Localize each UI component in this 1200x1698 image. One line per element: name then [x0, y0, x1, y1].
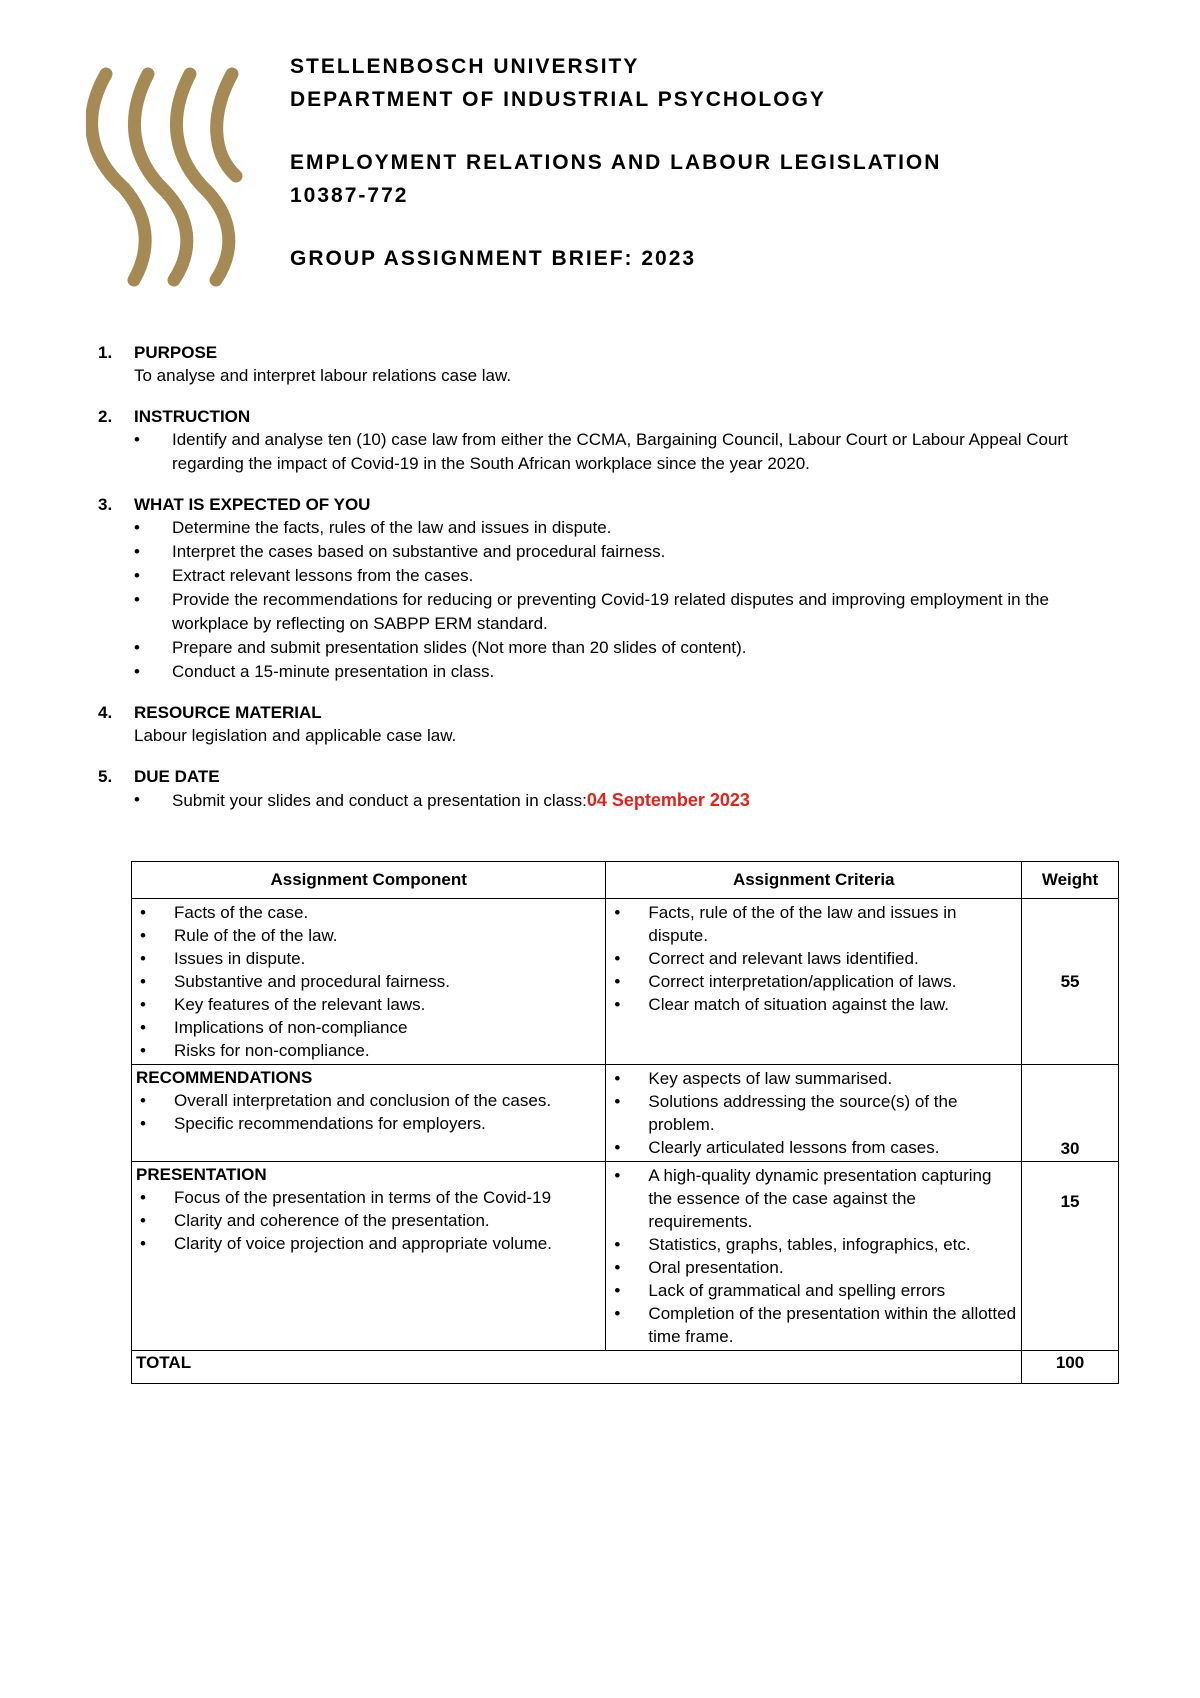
criteria-cell: [606, 1162, 1022, 1351]
column-header: Assignment Criteria: [606, 862, 1022, 899]
list-item: • Specific recommendations for employers.: [140, 1114, 486, 1133]
criteria-cell: [606, 899, 1022, 1065]
module-code: 10387-772: [290, 184, 409, 207]
list-item: • Prepare and submit presentation slides (Not more than 20 slides of content).: [134, 638, 747, 657]
section-title: DUE DATE: [134, 767, 220, 786]
section-title: PURPOSE: [134, 343, 218, 362]
list-item: • Solutions addressing the source(s) of the problem.: [614, 1092, 958, 1134]
list-item: • Submit your slides and conduct a presentation in class:04 September 2023: [134, 790, 750, 810]
list-item: • Completion of the presentation within the allotted time frame.: [614, 1304, 1017, 1346]
component-cell: [132, 899, 606, 1065]
list-item: • Issues in dispute.: [140, 949, 306, 968]
list-item: • Risks for non-compliance.: [140, 1041, 370, 1060]
weight-cell: 55: [1022, 899, 1119, 1065]
table-row: [132, 899, 1119, 1065]
section-instruction: 2. INSTRUCTION • Identify and analyse ten (10) case law from either the CCMA, Bargaining Council, Labour Court or Labour Appeal Court regarding the impact of Covid-19 in the South African workplace since the year 2020.: [98, 406, 1108, 476]
section-expected: 3. WHAT IS EXPECTED OF YOU • Determine the facts, rules of the law and issues in dispute. • Interpret the cases based on substantive and procedural fairness. • Extract relevant lessons from the cases. • Provide the recommendations for reducing or preventing Covid-19 related disputes and improving employment in the workplace by reflecting on SABPP ERM standard. • Prepare and submit presentation slides (Not more than 20 slides of content). • Conduct a 15-minute presentation in class.: [98, 494, 1108, 684]
list-item: • A high-quality dynamic presentation capturing the essence of the case against the requirements.: [614, 1166, 992, 1231]
table-row: [132, 1162, 1119, 1351]
section-title: RESOURCE MATERIAL: [134, 703, 322, 722]
list-item: • Interpret the cases based on substantive and procedural fairness.: [134, 542, 666, 561]
bullet-list: [98, 428, 1108, 476]
section-title: WHAT IS EXPECTED OF YOU: [134, 495, 371, 514]
weight-cell: 30: [1022, 1065, 1119, 1162]
section-text: Labour legislation and applicable case law.: [134, 726, 457, 745]
list-item: • Determine the facts, rules of the law and issues in dispute.: [134, 518, 612, 537]
bullet-list: [98, 788, 1108, 813]
list-item: • Correct and relevant laws identified.: [614, 949, 919, 968]
list-item: • Rule of the of the law.: [140, 926, 338, 945]
due-date: 04 September 2023: [586, 790, 750, 810]
assessment-table: [131, 861, 1119, 1384]
component-cell: PRESENTATION • Focus of the presentation in terms of the Covid-19 • Clarity and coherence of the presentation. • Clarity of voice projection and appropriate volume.: [132, 1162, 606, 1351]
list-item: • Lack of grammatical and spelling errors: [614, 1281, 946, 1300]
module-name: EMPLOYMENT RELATIONS AND LABOUR LEGISLATION: [290, 151, 942, 174]
list-item: • Clear match of situation against the law.: [614, 995, 949, 1014]
list-item: • Facts of the case.: [140, 903, 309, 922]
list-item: • Implications of non-compliance: [140, 1018, 408, 1037]
brief-title: GROUP ASSIGNMENT BRIEF: 2023: [290, 247, 697, 270]
list-item: • Conduct a 15-minute presentation in class.: [134, 662, 495, 681]
department-name: DEPARTMENT OF INDUSTRIAL PSYCHOLOGY: [290, 88, 826, 111]
section-resource: 4. RESOURCE MATERIAL Labour legislation and applicable case law.: [98, 702, 1108, 748]
list-item: • Facts, rule of the of the law and issues in dispute.: [614, 903, 957, 945]
section-purpose: 1. PURPOSE To analyse and interpret labour relations case law.: [98, 342, 1108, 388]
list-item: • Substantive and procedural fairness.: [140, 972, 450, 991]
list-item: • Statistics, graphs, tables, infographics, etc.: [614, 1235, 971, 1254]
column-header: Weight: [1022, 862, 1119, 899]
total-label: TOTAL: [132, 1351, 1022, 1384]
table-header-row: [132, 862, 1119, 899]
list-item: • Overall interpretation and conclusion of the cases.: [140, 1091, 552, 1110]
list-item: • Clearly articulated lessons from cases.: [614, 1138, 940, 1157]
section-title: INSTRUCTION: [134, 407, 251, 426]
university-logo-icon: [86, 66, 256, 288]
total-value: 100: [1022, 1351, 1119, 1384]
section-due-date: 5. DUE DATE • Submit your slides and conduct a presentation in class:04 September 2023: [98, 766, 1108, 813]
column-header: Assignment Component: [132, 862, 606, 899]
weight-cell: 15: [1022, 1162, 1119, 1351]
list-item: • Oral presentation.: [614, 1258, 784, 1277]
university-name: STELLENBOSCH UNIVERSITY: [290, 55, 640, 78]
total-row: [132, 1351, 1119, 1384]
component-cell: RECOMMENDATIONS • Overall interpretation and conclusion of the cases. • Specific recommendations for employers.: [132, 1065, 606, 1162]
table-row: [132, 1065, 1119, 1162]
list-item: • Clarity of voice projection and appropriate volume.: [140, 1234, 552, 1253]
list-item: • Identify and analyse ten (10) case law from either the CCMA, Bargaining Council, Labour Court or Labour Appeal Court regarding the impact of Covid-19 in the South African workplace since the year 2020.: [134, 430, 1068, 473]
list-item: • Key aspects of law summarised.: [614, 1069, 893, 1088]
list-item: • Clarity and coherence of the presentation.: [140, 1211, 490, 1230]
list-item: • Provide the recommendations for reducing or preventing Covid-19 related disputes and improving employment in the workplace by reflecting on SABPP ERM standard.: [134, 590, 1049, 633]
document-header: [290, 50, 941, 275]
criteria-cell: [606, 1065, 1022, 1162]
list-item: • Extract relevant lessons from the cases.: [134, 566, 474, 585]
section-text: To analyse and interpret labour relations case law.: [134, 366, 512, 385]
list-item: • Key features of the relevant laws.: [140, 995, 426, 1014]
list-item: • Focus of the presentation in terms of the Covid-19: [140, 1188, 552, 1207]
list-item: • Correct interpretation/application of laws.: [614, 972, 957, 991]
brief-sections: [98, 342, 1108, 831]
bullet-list: [98, 516, 1108, 684]
